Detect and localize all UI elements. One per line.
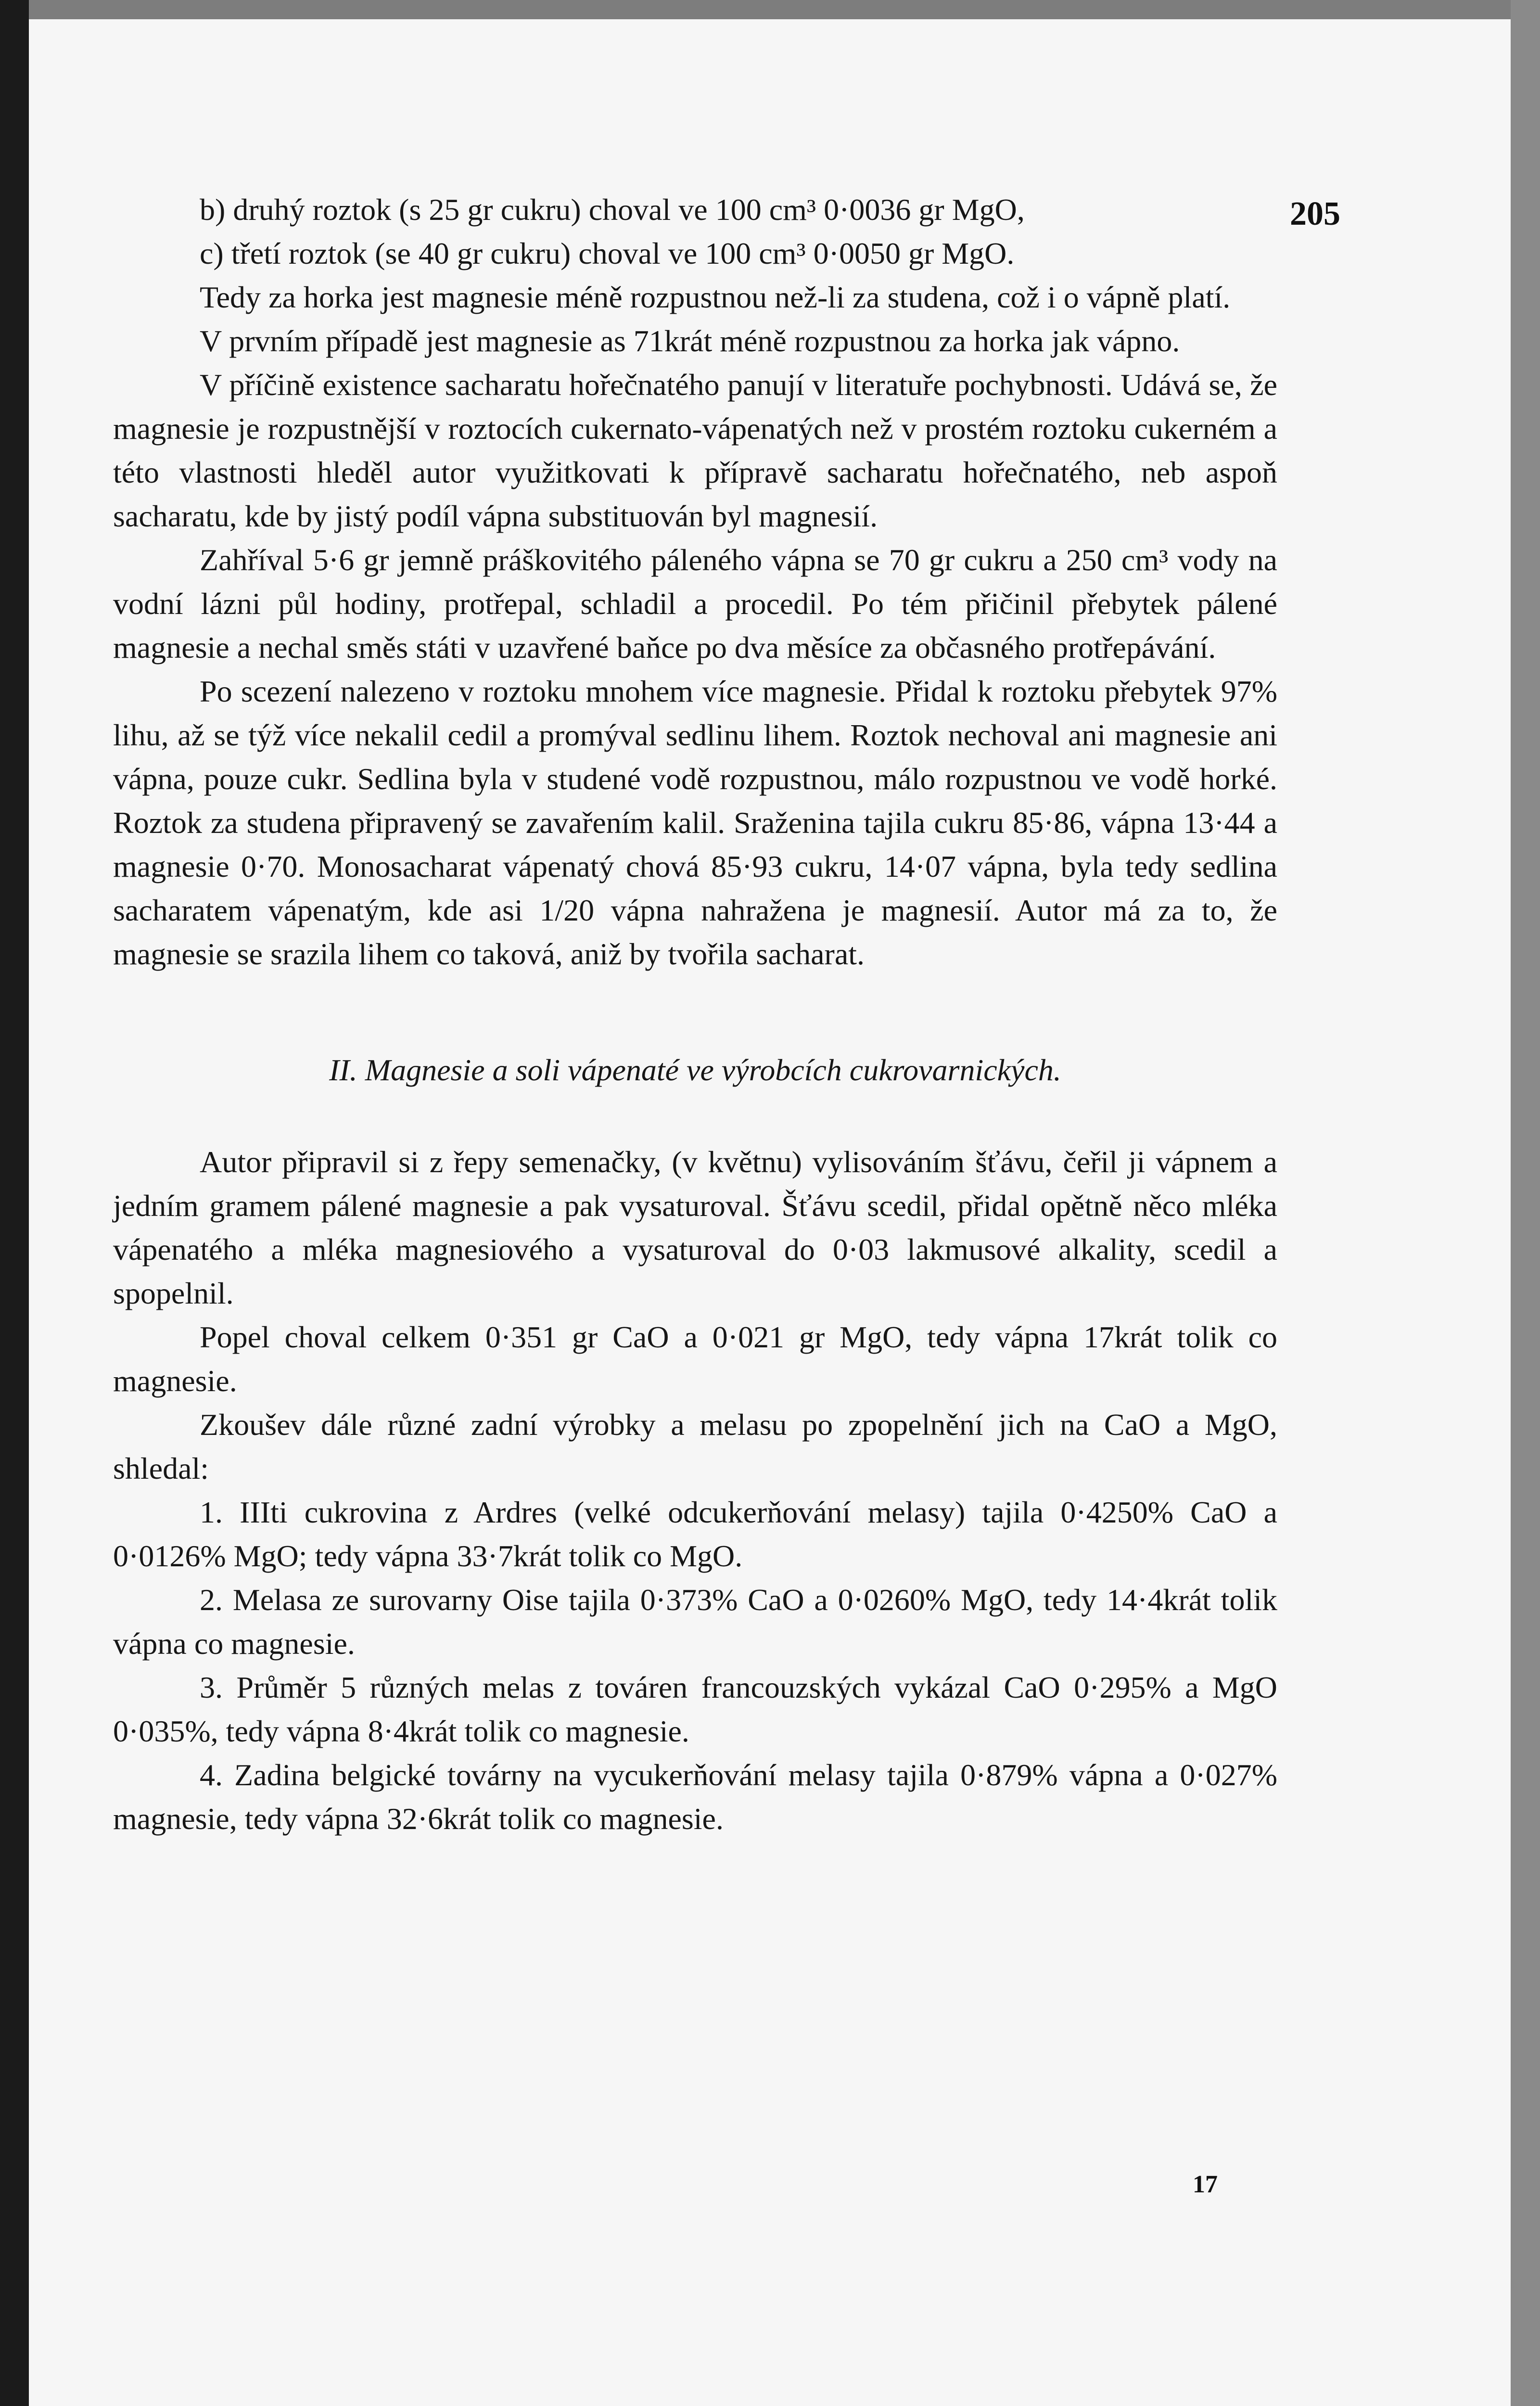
list-item: 3. Průměr 5 různých melas z továren francouzských vykázal CaO 0·295% a MgO 0·035%, tedy vápna 8·4krát tolik co magnesie. xyxy=(113,1670,1277,1748)
page-number: 205 xyxy=(1290,195,1340,232)
list-item: 2. Melasa ze surovarny Oise tajila 0·373% CaO a 0·0260% MgO, tedy 14·4krát tolik vápna co magnesie. xyxy=(113,1583,1277,1661)
text-line: c) třetí roztok (se 40 gr cukru) choval ve 100 cm³ 0·0050 gr MgO. xyxy=(200,236,1015,270)
paragraph: V příčině existence sacharatu hořečnatého panují v literatuře pochybnosti. Udává se, že magnesie je rozpustnější v roztocích cukernato-vápenatých než v prostém roztoku cukerném a této vlastnosti hleděl autor využitkovati k přípravě sacharatu hořečnatého, neb aspoň sacharatu, kde by jistý podíl vápna substituován byl magnesií. xyxy=(113,368,1277,533)
list-item: 4. Zadina belgické továrny na vycukerňování melasy tajila 0·879% vápna a 0·027% magnesie, tedy vápna 32·6krát tolik co magnesie. xyxy=(113,1758,1277,1836)
text-line: b) druhý roztok (s 25 gr cukru) choval ve 100 cm³ 0·0036 gr MgO, xyxy=(200,192,1025,227)
paragraph: Po scezení nalezeno v roztoku mnohem více magnesie. Přidal k roztoku přebytek 97% lihu, až se týž více nekalil cedil a promýval sedlinu lihem. Roztok nechoval ani magnesie ani vápna, pouze cukr. Sedlina byla v studené vodě rozpustnou, málo rozpustnou ve vodě horké. Roztok za studena připravený se zavařením kalil. Sraženina tajila cukru 85·86, vápna 13·44 a magnesie 0·70. Monosacharat vápenatý chová 85·93 cukru, 14·07 vápna, byla tedy sedlina sacharatem vápenatým, kde asi 1/20 vápna nahražena je magnesií. Autor má za to, že magnesie se srazila lihem co taková, aniž by tvořila sacharat. xyxy=(113,674,1277,971)
paragraph: Autor připravil si z řepy semenačky, (v květnu) vylisováním šťávu, čeřil ji vápnem a jedním gramem pálené magnesie a pak vysaturoval. Šťávu scedil, přidal opětně něco mléka vápenatého a mléka magnesiového a vysaturoval do 0·03 lakmusové alkality, scedil a spopelnil. xyxy=(113,1145,1277,1310)
paragraph: Zkoušev dále různé zadní výrobky a melasu po zpopelnění jich na CaO a MgO, shledal: xyxy=(113,1408,1277,1485)
paragraph: Popel choval celkem 0·351 gr CaO a 0·021 gr MgO, tedy vápna 17krát tolik co magnesie. xyxy=(113,1320,1277,1398)
list-item: 1. IIIti cukrovina z Ardres (velké odcukerňování melasy) tajila 0·4250% CaO a 0·0126% MgO; tedy vápna 33·7krát tolik co MgO. xyxy=(113,1495,1277,1573)
book-spine xyxy=(0,0,29,2406)
paragraph: Zahříval 5·6 gr jemně práškovitého páleného vápna se 70 gr cukru a 250 cm³ vody na vodní lázni půl hodiny, protřepal, schladil a procedil. Po tém přičinil přebytek pálené magnesie a nechal směs státi v uzavřené baňce po dva měsíce za občasného protřepávání. xyxy=(113,543,1277,665)
paragraph: V prvním případě jest magnesie as 71krát méně rozpustnou za horka jak vápno. xyxy=(200,324,1180,358)
paragraph: Tedy za horka jest magnesie méně rozpustnou než-li za studena, což i o vápně platí. xyxy=(200,280,1231,314)
signature-mark: 17 xyxy=(1193,2171,1218,2198)
section-heading: II. Magnesie a soli vápenaté ve výrobcích cukrovarnických. xyxy=(329,1053,1061,1087)
page-body xyxy=(113,188,1277,1841)
page-edge xyxy=(1511,0,1540,2406)
